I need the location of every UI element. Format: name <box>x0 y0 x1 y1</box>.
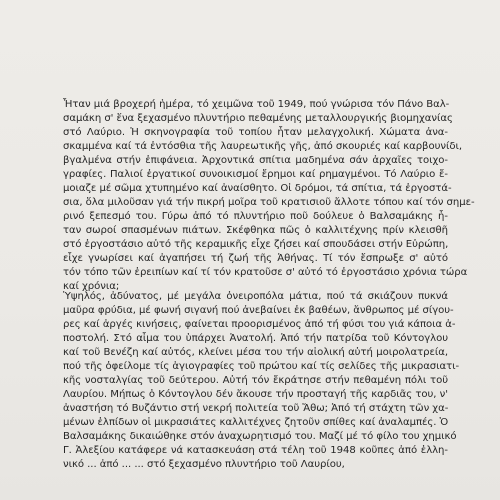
text-line: Γ. Ἀλεξίου κατάφερε νά κατασκευάση στά τέλη τοῦ 1948 κοῦπες ἀπό ἑλλη- <box>63 445 448 456</box>
text-line: κῆς νοσταλγίας τοῦ δεύτερου. Αὐτή τόν ἔκράτησε στήν πεθαμένη πόλι τοῦ <box>63 375 448 386</box>
text-line: Βαλσαμάκης δικαιώθηκε στόν ἀναχωρητισμό του. Μαζί μέ τό φίλο του χημικό <box>63 431 457 442</box>
text-line: σαμάκη σ' ἕνα ξεχασμένο πλυντήριο πεθαμένης μεταλλουργικής βιομηχανίας <box>63 113 453 124</box>
text-line: ταν σωροί σπασμένων πιάτων. Σκέφθηκα πῶς ὁ καλλιτέχνης πρίν κλεισθῆ <box>63 225 448 236</box>
text-line: νικό ... ἀπό ... ... στό ξεχασμένο πλυντήριο τοῦ Λαυρίου, <box>63 459 345 470</box>
text-line: βγαλμένα στήν ἐπιφάνεια. Ἀρχοντικά σπίτια μαδημένα σάν ἀρχαῖες τοιχο- <box>63 155 448 166</box>
text-line: μοιαζε μέ σῶμα χτυπημένο καί ἀναίσθητο. Οἱ δρόμοι, τά σπίτια, τά ἐργοστά- <box>63 183 452 194</box>
text-line: ρινό ξεπεσμό του. Γύρω ἀπό τό πλυντήριο ποῦ δούλευε ὁ Βαλσαμάκης ἦ- <box>63 211 448 222</box>
text-line: Ὑψηλός, ἀδύνατος, μέ μεγάλα ὀνειροπόλα μάτια, πού τά σκιάζουν πυκνά <box>63 291 448 302</box>
text-line: Λαυρίου. Μήπως ὁ Κόντογλου δέν ἄκουσε τήν προσταγή τῆς καρδιᾶς του, ν' <box>63 389 448 400</box>
text-line: ρες καί ἀργές κινήσεις, φαίνεται προορισμένος ἀπό τή φύσι του γιά κάποια ἀ- <box>63 319 456 330</box>
text-line: στό ἐργοστάσιο αὐτό τῆς κεραμικῆς εἶχε ζήσει καί σπουδάσει στήν Εὐρώπη, <box>63 239 449 250</box>
text-line: εἶχε γνωρίσει καί ἀγαπήσει τή ζωή τῆς Ἀθήνας. Τί τόν ἔσπρωξε σ' αὐτό <box>63 253 448 264</box>
text-line: καί χρόνια; <box>63 281 120 292</box>
text-line: μαῦρα φρύδια, μέ φωνή σιγανή πού ἀνεβαίνει ἐκ βαθέων, ἄνθρωπος μέ σίγου- <box>63 305 454 316</box>
text-line: σια, ὅλα μιλοῦσαν γιά τήν πικρή μοῖρα τοῦ κρατισιοῦ ἄλλοτε τόπου καί τόν σημε- <box>63 197 475 208</box>
text-line: γραφίες. Παλιοί ἐργατικοί συνοικισμοί ἔρημοι καί ρημαγμένοι. Τό Λαύριο ἔ- <box>63 169 448 180</box>
text-line: τόν τόπο τῶν ἐρειπίων καί τί τόν κρατοῦσε σ' αὐτό τό ἐργοστάσιο χρόνια τώρα <box>63 267 468 278</box>
text-line: πού τῆς ὀφείλομε τίς ἁγιογραφίες τοῦ πρώτου καί τίς σελίδες τῆς μικρασιατι- <box>63 361 460 372</box>
text-line: Ἦταν μιά βροχερή ἡμέρα, τό χειμῶνα τοῦ 1949, πού γνώρισα τόν Πάνο Βαλ- <box>63 99 450 110</box>
text-line: ποστολή. Στό αἷμα του ὑπάρχει Ἀνατολή. Ἀπό τήν πατρίδα τοῦ Κόντογλου <box>63 333 448 344</box>
text-line: καί τοῦ Βενέζη καί αὐτός, κλείνει μέσα του τήν αἰολική αὐτή μοιρολατρεία, <box>63 347 448 358</box>
text-line: ἀναστήση τό Βυζάντιο στή νεκρή πολιτεία τοῦ Ἄθω; Ἀπό τή στάχτη τῶν χα- <box>63 403 449 414</box>
text-line: μένων ἐλπίδων οἱ μικρασιάτες καλλιτέχνες ζητοῦν σπίθες καί ἀναλαμπές. Ὁ <box>63 417 449 428</box>
text-line: σκαμμένα καί τά ἐντόσθια τῆς λαυρεωτικῆς γῆς, ἀπό σκουριές καί καρβουνίδι, <box>63 141 462 152</box>
text-line: στό Λαύριο. Ἡ σκηνογραφία τοῦ τοπίου ἦταν μελαγχολική. Χώματα ἀνα- <box>63 127 448 138</box>
